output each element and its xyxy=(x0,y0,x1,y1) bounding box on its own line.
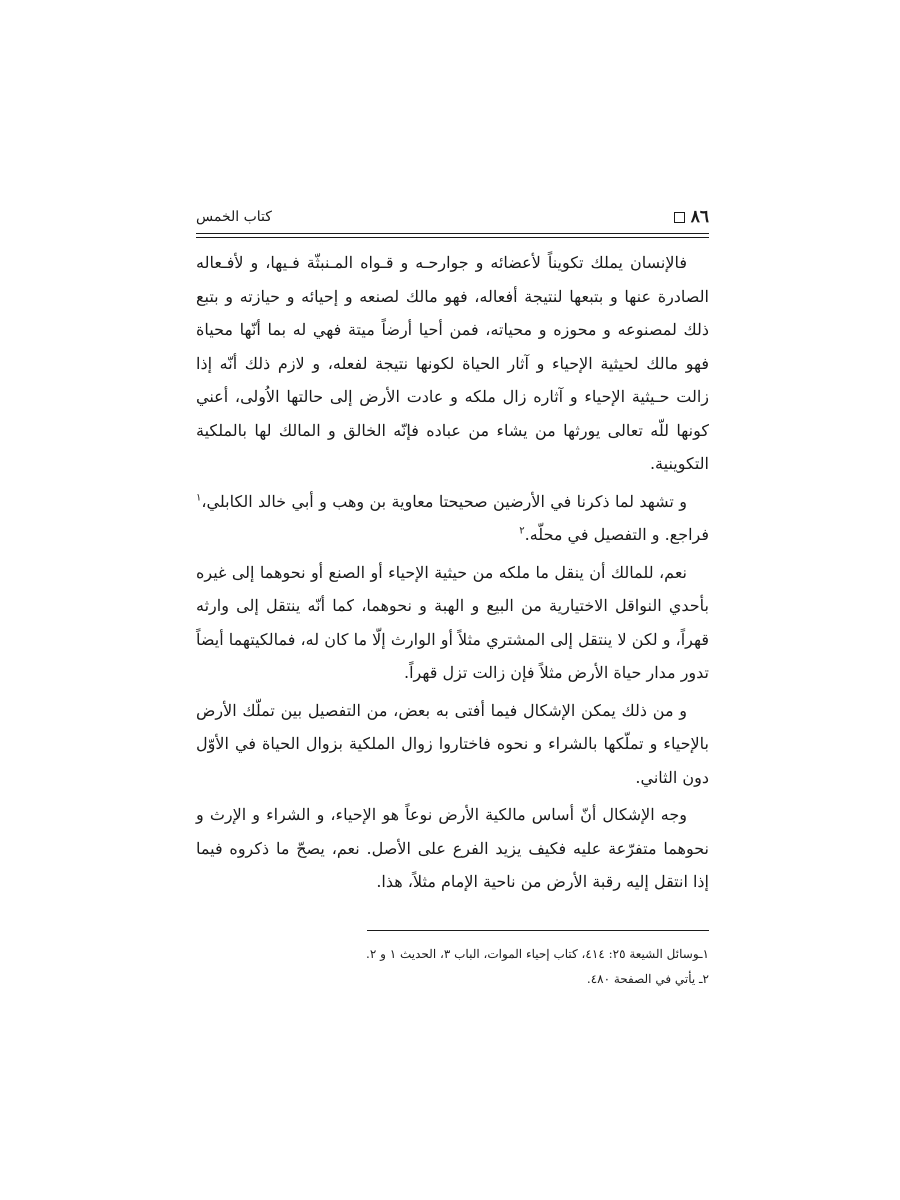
footnote-rule xyxy=(367,930,709,931)
square-icon xyxy=(674,212,685,223)
footnote: ١ـوسائل الشيعة ٢٥: ٤١٤، كتاب إحياء الموات، الباب ٣، الحديث ١ و ٢. xyxy=(366,947,709,961)
paragraph-text: و تشهد لما ذكرنا في الأرضين صحيحتا معاوية بن وهب و أبي خالد الكابلي، xyxy=(201,491,687,511)
page-number xyxy=(674,205,709,229)
footnote-ref: ١ xyxy=(196,492,202,504)
footnotes xyxy=(196,942,709,992)
body-text xyxy=(196,246,709,899)
paragraph: فالإنسان يملك تكويناً لأعضائه و جوارحـه و قـواه المـنبثّة فـيها، و لأفـعاله الصادرة عنها و بتبعها لنتيجة أفعاله، فهو مالك لصنعه و إحيائه و حيازته و بتبع ذلك لمصنوعه و محوزه و محياته، فمن أحيا أرضاً ميتة فهي له بما أنّها محياة فهو مالك لحيثية الإحياء و آثار الحياة لكونها نتيجة لفعله، و لازم ذلك أنّه إذا زالت حـيثية الإحياء و آثاره زال ملكه و عادت الأرض إلى حالتها الاُولى، أعني كونها للّه تعالى يورثها من يشاء من عباده فإنّه الخالق و المالك لها بالملكية التكوينية. xyxy=(196,253,710,473)
running-title: كتاب الخمس xyxy=(196,209,272,225)
paragraph-text: فراجع. و التفصيل في محلّه. xyxy=(524,525,709,544)
paragraph: وجه الإشكال أنّ أساس مالكية الأرض نوعاً هو الإحياء، و الشراء و الإرث و نحوهما متفرّعة عليه فكيف يزيد الفرع على الأصل. نعم، يصحّ ما ذكروه فيما إذا انتقل إليه رقبة الأرض من ناحية الإمام مثلاً، هذا. xyxy=(196,805,709,891)
page-header xyxy=(196,205,709,229)
paragraph-with-notes xyxy=(196,485,709,552)
paragraph: نعم، للمالك أن ينقل ما ملكه من حيثية الإحياء أو الصنع أو نحوهما إلى غيره بأحدي النواقل الاختيارية من البيع و الهبة و نحوهما، كما أنّه ينتقل إلى وارثه قهراً، و لكن لا ينتقل إلى المشتري مثلاً أو الوارث إلّا ما كان له، فمالكيتهما أيضاً تدور مدار حياة الأرض مثلاً فإن زالت تزل قهراً. xyxy=(196,562,709,682)
header-rule xyxy=(196,233,709,234)
page-number-text: ٨٦ xyxy=(690,207,709,227)
footnote-ref: ٢ xyxy=(519,525,525,537)
header-rule-thin xyxy=(196,237,709,238)
footnote: ٢ـ يأتي في الصفحة ٤٨٠. xyxy=(586,972,709,986)
paragraph: و من ذلك يمكن الإشكال فيما أفتى به بعض، من التفصيل بين تملّك الأرض بالإحياء و تملّكها بالشراء و نحوه فاختاروا زوال الملكية بزوال الحياة في الأوّل دون الثاني. xyxy=(196,700,709,787)
